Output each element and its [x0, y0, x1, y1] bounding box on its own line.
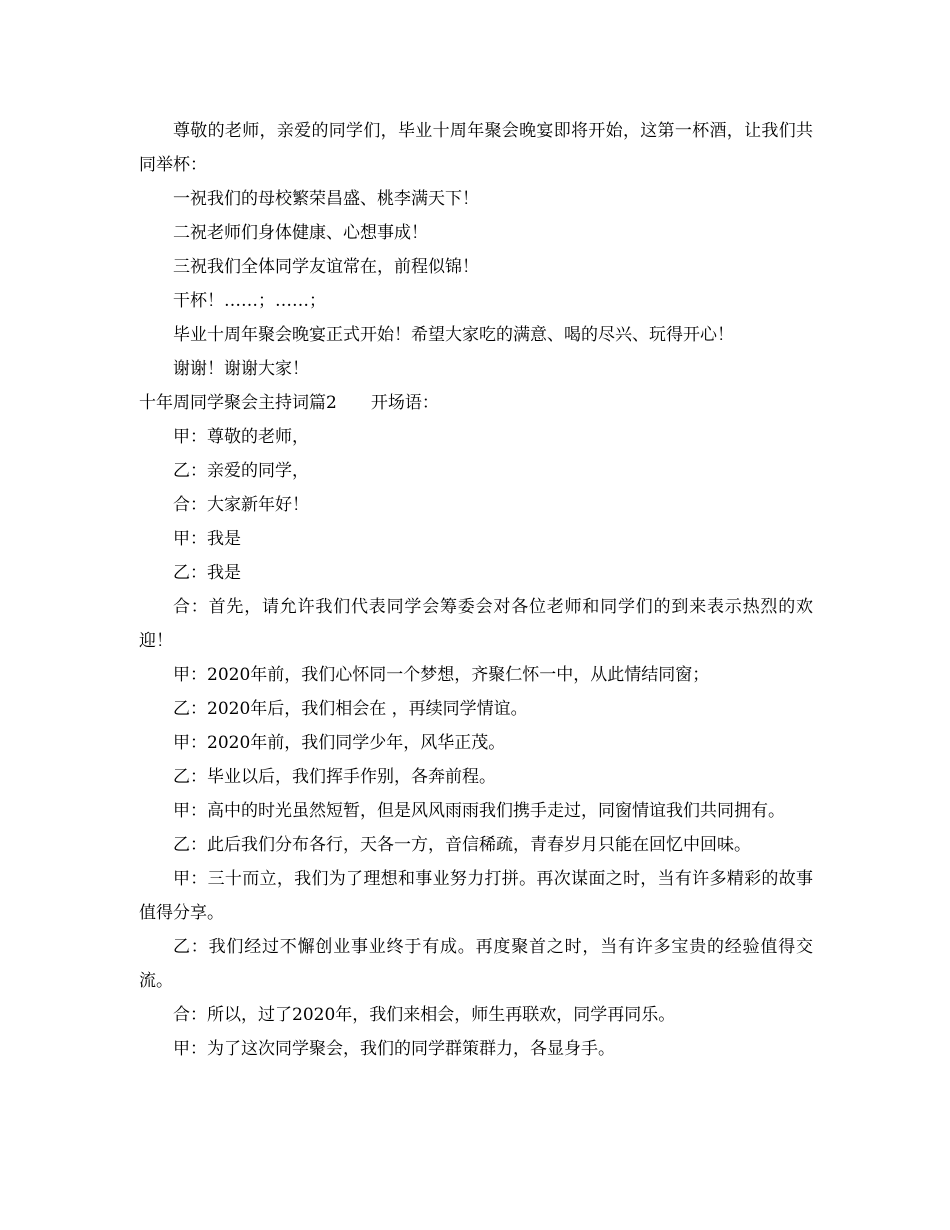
paragraph-16: 乙：2020年后，我们相会在 ，再续同学情谊。 — [173, 699, 528, 719]
paragraph-2: 一祝我们的母校繁荣昌盛、桃李满天下！ — [173, 189, 479, 209]
paragraph-11: 合：大家新年好！ — [173, 495, 309, 515]
paragraph-4: 三祝我们全体同学友谊常在，前程似锦！ — [173, 257, 479, 277]
paragraph-10: 乙：亲爱的同学， — [173, 461, 309, 481]
paragraph-14: 合：首先，请允许我们代表同学会筹委会对各位老师和同学们的到来表示热烈的欢迎！ — [139, 597, 813, 651]
paragraph-13: 乙：我是 — [173, 563, 241, 583]
paragraph-21: 甲：三十而立，我们为了理想和事业努力打拼。再次谋面之时，当有许多精彩的故事值得分享。 — [139, 869, 813, 923]
document-body — [139, 114, 813, 1066]
paragraph-15: 甲：2020年前，我们心怀同一个梦想，齐聚仁怀一中，从此情结同窗； — [173, 665, 710, 685]
paragraph-3: 二祝老师们身体健康、心想事成！ — [173, 223, 428, 243]
paragraph-23: 合：所以，过了2020年，我们来相会，师生再联欢，同学再同乐。 — [173, 1005, 676, 1025]
paragraph-19: 甲：高中的时光虽然短暂，但是风风雨雨我们携手走过，同窗情谊我们共同拥有。 — [173, 801, 785, 821]
paragraph-9: 甲：尊敬的老师， — [173, 427, 309, 447]
section-heading: 十年周同学聚会主持词篇2 开场语： — [139, 393, 439, 413]
paragraph-12: 甲：我是 — [173, 529, 241, 549]
paragraph-1: 尊敬的老师，亲爱的同学们，毕业十周年聚会晚宴即将开始，这第一杯酒，让我们共同举杯： — [139, 121, 813, 175]
paragraph-6: 毕业十周年聚会晚宴正式开始！希望大家吃的满意、喝的尽兴、玩得开心！ — [173, 325, 734, 345]
paragraph-5: 干杯！……；……； — [173, 291, 326, 311]
paragraph-22: 乙：我们经过不懈创业事业终于有成。再度聚首之时，当有许多宝贵的经验值得交流。 — [139, 937, 813, 991]
paragraph-7: 谢谢！谢谢大家！ — [173, 359, 309, 379]
paragraph-20: 乙：此后我们分布各行，天各一方，音信稀疏，青春岁月只能在回忆中回味。 — [173, 835, 751, 855]
paragraph-18: 乙：毕业以后，我们挥手作别，各奔前程。 — [173, 767, 496, 787]
paragraph-24: 甲：为了这次同学聚会，我们的同学群策群力，各显身手。 — [173, 1039, 615, 1059]
paragraph-17: 甲：2020年前，我们同学少年，风华正茂。 — [173, 733, 506, 753]
